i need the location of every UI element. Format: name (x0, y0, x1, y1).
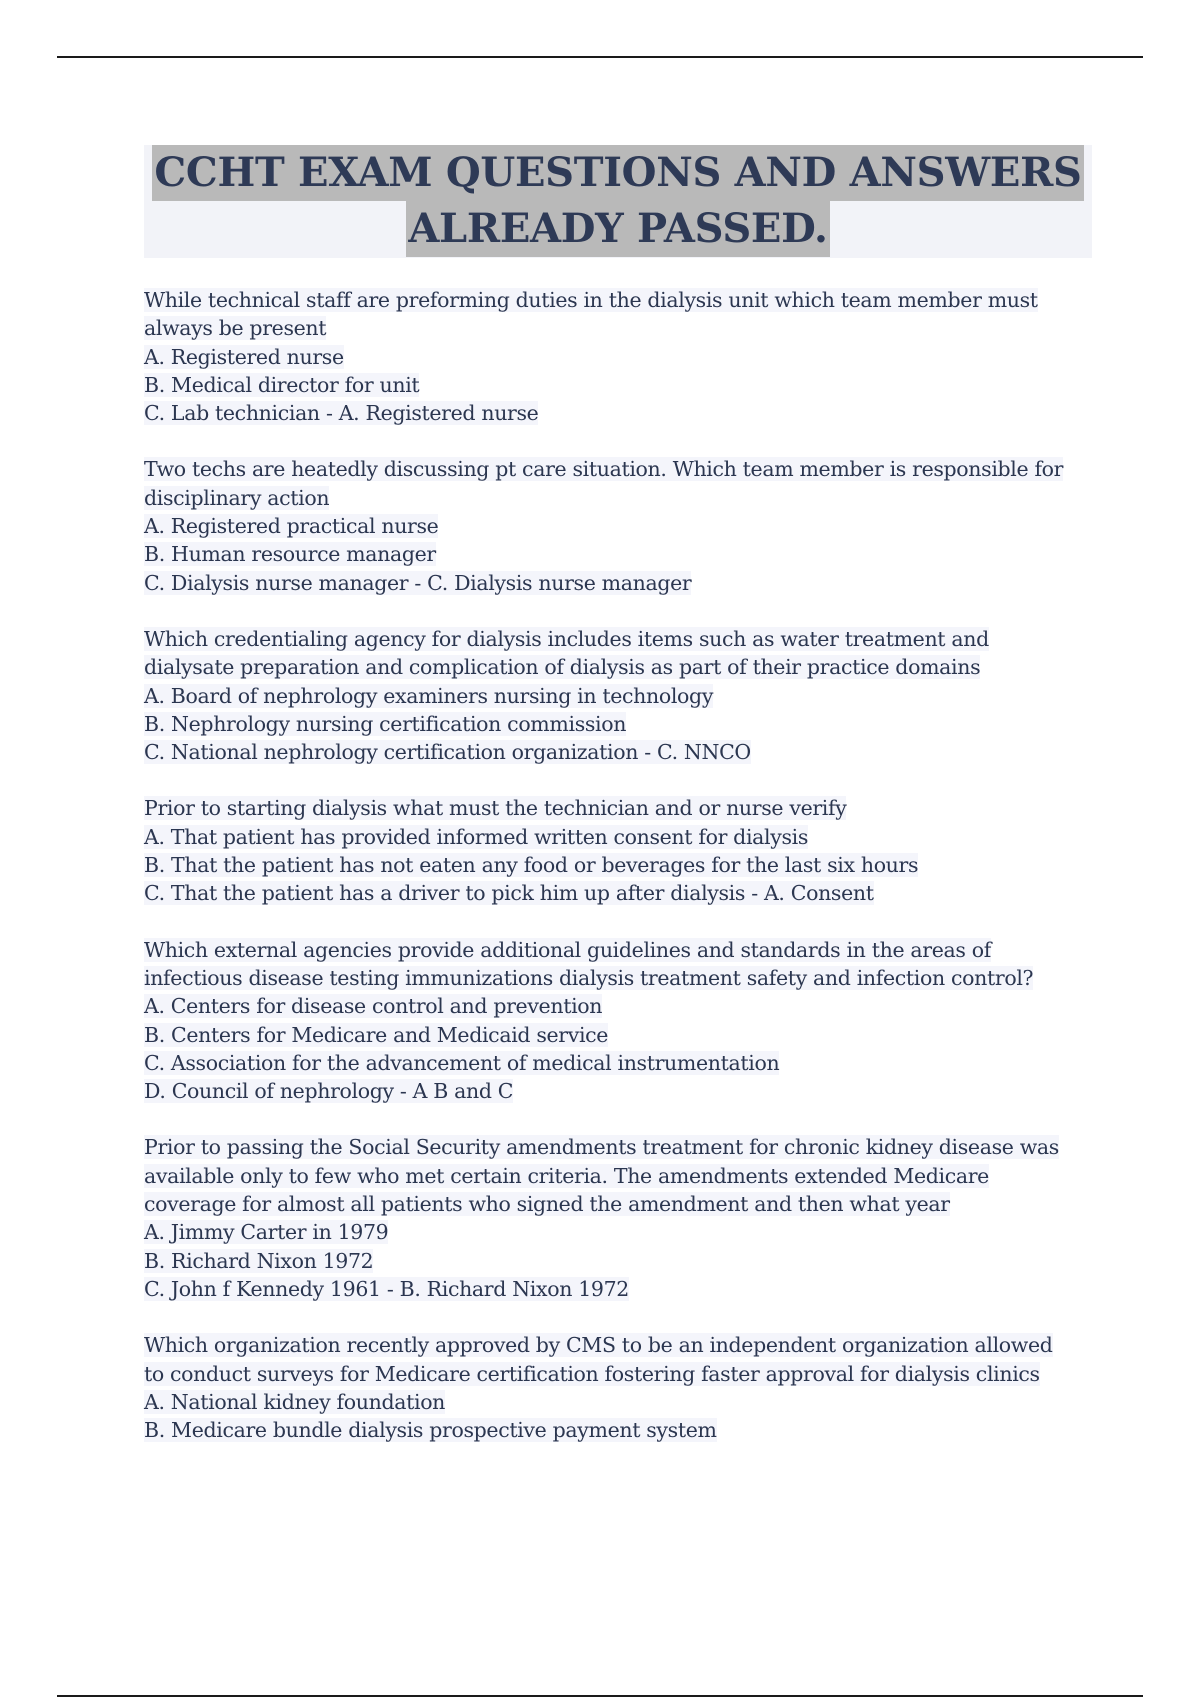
question-line (144, 484, 1104, 512)
question-line (144, 1388, 1104, 1416)
question-line (144, 399, 1104, 427)
question-block (144, 286, 1104, 427)
question-line (144, 1190, 1104, 1218)
question-line (144, 314, 1104, 342)
line-text: A. National kidney foundation (144, 1389, 446, 1414)
line-text: C. Association for the advancement of medical instrumentation (144, 1050, 780, 1075)
question-text (144, 936, 1104, 964)
line-text: dialysate preparation and complication of dialysis as part of their practice domains (144, 655, 981, 680)
question-line (144, 1416, 1104, 1444)
question-line (144, 710, 1104, 738)
question-line (144, 1275, 1104, 1303)
title-line-1: CCHT EXAM QUESTIONS AND ANSWERS (152, 145, 1083, 201)
question-line (144, 851, 1104, 879)
line-text: B. Medicare bundle dialysis prospective payment system (144, 1418, 717, 1443)
line-text: B. Human resource manager (144, 542, 436, 567)
question-line (144, 1218, 1104, 1246)
line-text: Which organization recently approved by CMS to be an independent organization allowed (144, 1333, 1053, 1358)
line-text: C. John f Kennedy 1961 - B. Richard Nixon 1972 (144, 1276, 629, 1301)
line-text: A. Registered nurse (144, 344, 344, 369)
line-text: coverage for almost all patients who signed the amendment and then what year (144, 1192, 950, 1217)
question-line (144, 1049, 1104, 1077)
question-line (144, 1360, 1104, 1388)
question-block (144, 455, 1104, 596)
title-line-2: ALREADY PASSED. (406, 201, 829, 257)
question-text (144, 625, 1104, 653)
question-text (144, 794, 1104, 822)
question-block (144, 794, 1104, 907)
line-text: A. Centers for disease control and prevention (144, 994, 603, 1019)
line-text: C. Lab technician - A. Registered nurse (144, 401, 539, 426)
line-text: D. Council of nephrology - A B and C (144, 1079, 514, 1104)
line-text: infectious disease testing immunizations dialysis treatment safety and infection control? (144, 965, 1034, 990)
line-text: Which external agencies provide additional guidelines and standards in the areas of (144, 937, 991, 962)
line-text: A. That patient has provided informed written consent for dialysis (144, 824, 809, 849)
question-text (144, 286, 1104, 314)
line-text: A. Registered practical nurse (144, 514, 439, 539)
question-list (144, 286, 1104, 1472)
question-line (144, 964, 1104, 992)
line-text: B. Nephrology nursing certification commission (144, 711, 627, 736)
line-text: Two techs are heatedly discussing pt care situation. Which team member is responsible for (144, 457, 1064, 482)
line-text: C. That the patient has a driver to pick him up after dialysis - A. Consent (144, 881, 874, 906)
question-line (144, 738, 1104, 766)
line-text: available only to few who met certain criteria. The amendments extended Medicare (144, 1163, 989, 1188)
question-line (144, 1247, 1104, 1275)
question-line (144, 540, 1104, 568)
line-text: C. Dialysis nurse manager - C. Dialysis nurse manager (144, 570, 692, 595)
question-block (144, 1133, 1104, 1303)
question-block (144, 1331, 1104, 1444)
line-text: While technical staff are preforming duties in the dialysis unit which team member must (144, 288, 1038, 312)
document-title (144, 145, 1092, 258)
line-text: Which credentialing agency for dialysis includes items such as water treatment and (144, 626, 989, 651)
bottom-rule (57, 1695, 1143, 1697)
line-text: always be present (144, 316, 327, 341)
question-text (144, 455, 1104, 483)
question-text (144, 1331, 1104, 1359)
question-line (144, 343, 1104, 371)
line-text: B. Richard Nixon 1972 (144, 1248, 374, 1273)
question-line (144, 371, 1104, 399)
question-block (144, 936, 1104, 1106)
top-rule (57, 56, 1143, 58)
line-text: disciplinary action (144, 485, 330, 510)
line-text: B. That the patient has not eaten any food or beverages for the last six hours (144, 853, 919, 878)
question-line (144, 512, 1104, 540)
line-text: A. Jimmy Carter in 1979 (144, 1220, 389, 1245)
question-line (144, 1077, 1104, 1105)
line-text: B. Medical director for unit (144, 372, 420, 397)
line-text: Prior to starting dialysis what must the technician and or nurse verify (144, 796, 847, 821)
question-line (144, 653, 1104, 681)
line-text: C. National nephrology certification organization - C. NNCO (144, 740, 751, 765)
line-text: B. Centers for Medicare and Medicaid service (144, 1022, 609, 1047)
question-line (144, 682, 1104, 710)
question-line (144, 569, 1104, 597)
line-text: to conduct surveys for Medicare certification fostering faster approval for dialysis clinics (144, 1361, 1040, 1386)
question-block (144, 625, 1104, 766)
question-line (144, 992, 1104, 1020)
question-line (144, 879, 1104, 907)
question-text (144, 1133, 1104, 1161)
question-line (144, 1162, 1104, 1190)
line-text: Prior to passing the Social Security amendments treatment for chronic kidney disease was (144, 1135, 1059, 1160)
line-text: A. Board of nephrology examiners nursing in technology (144, 683, 714, 708)
question-line (144, 823, 1104, 851)
question-line (144, 1021, 1104, 1049)
